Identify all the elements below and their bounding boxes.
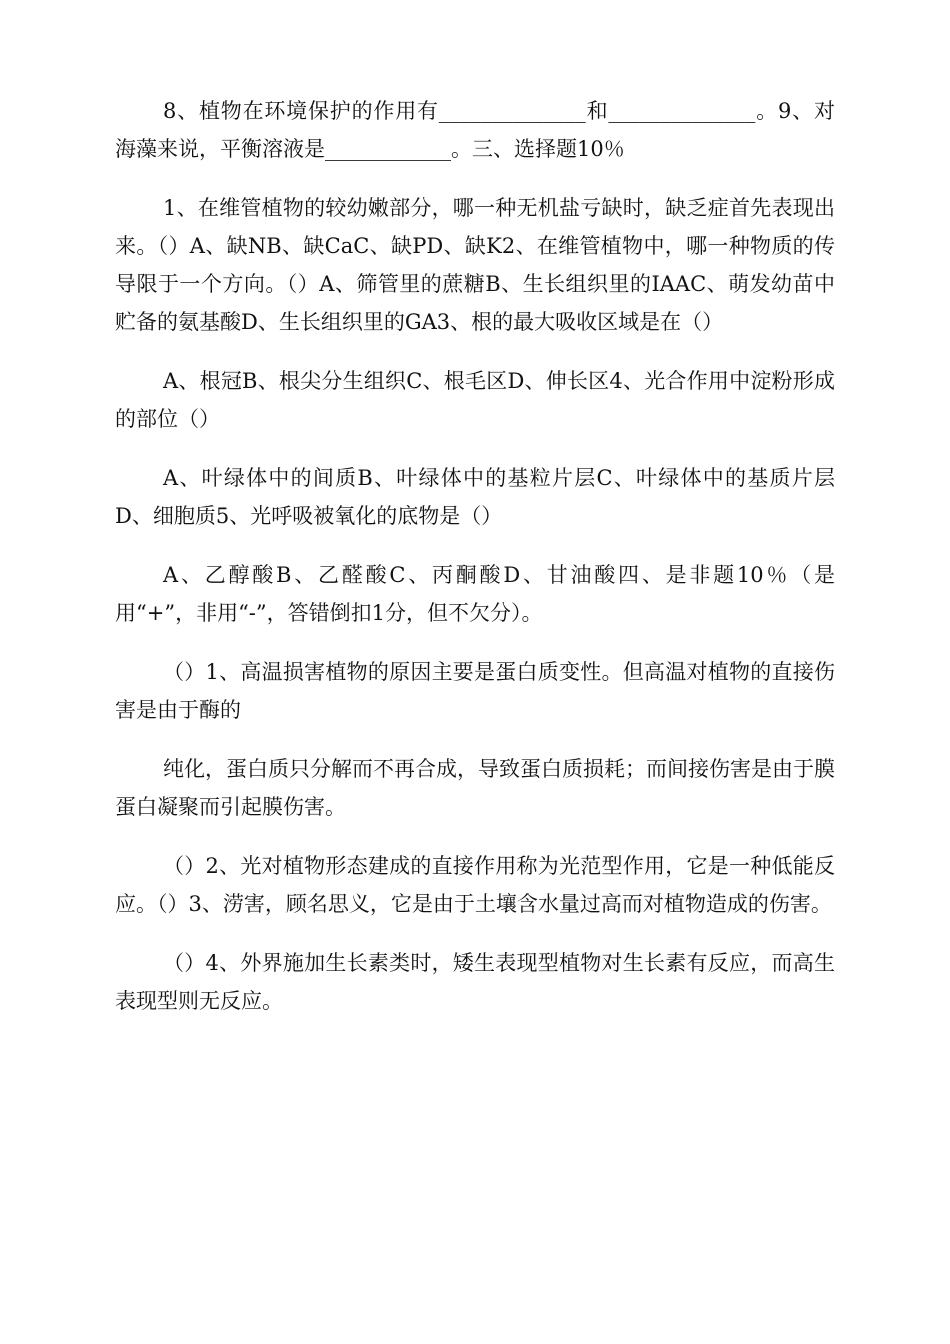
paragraph-true-false-q1: （）1、高温损害植物的原因主要是蛋白质变性。但高温对植物的直接伤害是由于酶的 [115, 660, 835, 722]
paragraph-choice-q3-options-q4: A、根冠B、根尖分生组织C、根毛区D、伸长区4、光合作用中淀粉形成的部位（） [115, 369, 835, 431]
paragraph-fill-in-questions: 8、植物在环境保护的作用有______________和______________。9、对海藻来说，平衡溶液是____________。三、选择题10％ [115, 99, 835, 161]
paragraph-true-false-q1-continued: 纯化，蛋白质只分解而不再合成，导致蛋白质损耗；而间接伤害是由于膜蛋白凝聚而引起膜伤害。 [115, 757, 835, 819]
paragraph-choice-q5-options-true-false: A、乙醇酸B、乙醛酸C、丙酮酸D、甘油酸四、是非题10％（是用“+”，非用“-”，答错倒扣1分，但不欠分）。 [115, 563, 835, 625]
document-page [115, 92, 835, 1041]
paragraph-choice-q1-q3: 1、在维管植物的较幼嫩部分，哪一种无机盐亏缺时，缺乏症首先表现出来。（）A、缺NB、缺CaC、缺PD、缺K2、在维管植物中，哪一种物质的传导限于一个方向。（）A、筛管里的蔗糖B、生长组织里的IAAC、萌发幼苗中贮备的氨基酸D、生长组织里的GA3、根的最大吸收区域是在（） [115, 196, 835, 334]
paragraph-true-false-q4: （）4、外界施加生长素类时，矮生表现型植物对生长素有反应，而高生表现型则无反应。 [115, 951, 835, 1013]
paragraph-true-false-q2-q3: （）2、光对植物形态建成的直接作用称为光范型作用，它是一种低能反应。（）3、涝害，顾名思义，它是由于土壤含水量过高而对植物造成的伤害。 [115, 854, 835, 916]
paragraph-choice-q4-options-q5: A、叶绿体中的间质B、叶绿体中的基粒片层C、叶绿体中的基质片层D、细胞质5、光呼吸被氧化的底物是（） [115, 466, 835, 528]
